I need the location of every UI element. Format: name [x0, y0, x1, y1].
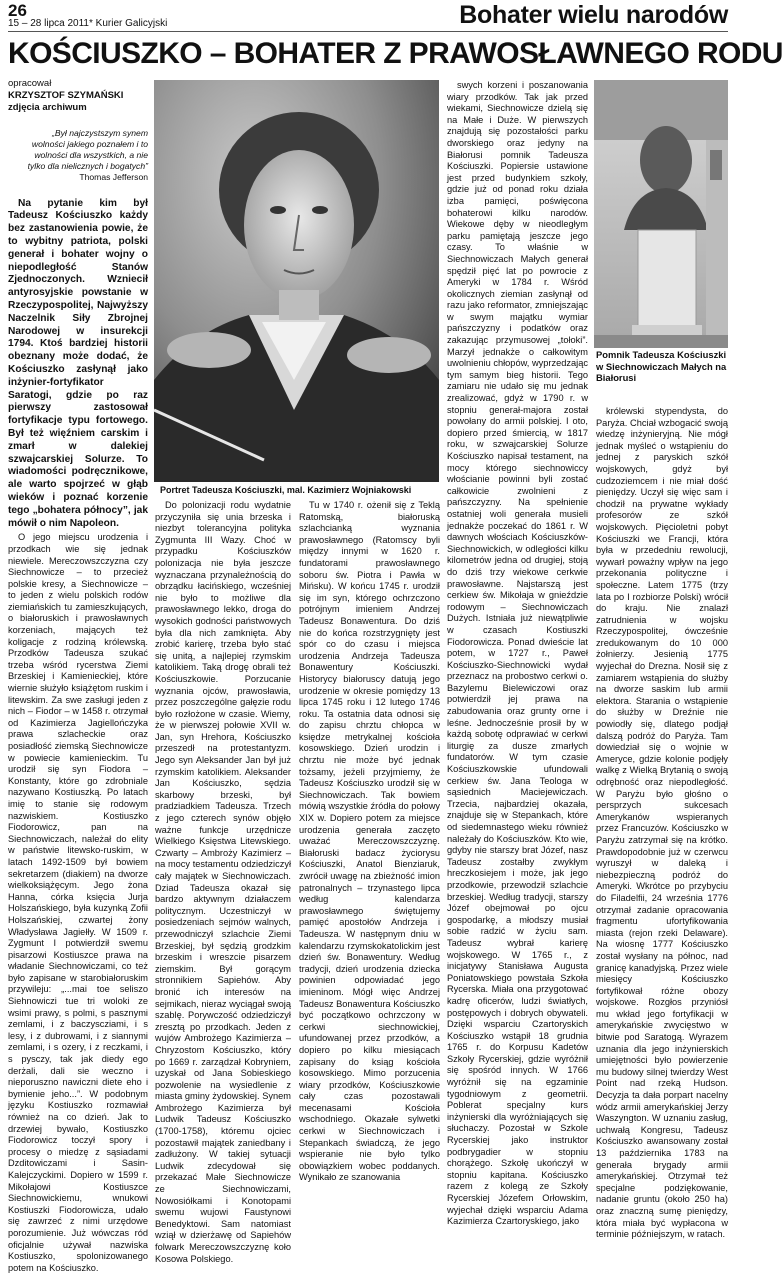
- section-title: Bohater wielu narodów: [459, 1, 728, 29]
- author-name: KRZYSZTOF SZYMAŃSKI: [8, 90, 124, 101]
- article-credits: [8, 78, 148, 114]
- column-1: [8, 78, 148, 1273]
- kosciuszko-portrait-image: [154, 80, 439, 482]
- issue-date: 15 – 28 lipca 2011* Kurier Galicyjski: [8, 18, 168, 29]
- monument-photo: [594, 80, 728, 348]
- motto-quote: „Był najczystszym synem wolności jakiego poznałem i to wolności dla wszystkich, a nie tylko dla nielicznych i bogatych”: [27, 128, 148, 171]
- body-text: swych korzeni i poszanowania wiary przodków. Tak jak przed wiekami, Siechnowicze dzielą się na Małe i Duże. W pierwszych znajdują się pozostałości parku dworskiego oraz jedyny na Białorusi pomnik Tadeusza Kościuszki. Popiersie ustawione jest przed budynkiem szkoły, gdzie już od ponad roku działa izba pamięci, poświęcona bohaterowi kilku narodów. Wiekowe dęby w nieodległym parku pamiętają jeszcze jego czasy. To właśnie w Siechnowiczach Małych generał spędził pięć lat po powrocie z Ameryki w 1784 r. Wśród okolicznych ziemian zasłynął od razu jako reformator, zmniejszając w swym majątku wymiar pańszczyzny i podatków oraz zakazując przymusowej „tołoki”. Marzył jednakże o całkowitym uwolnieniu chłopów, wyprzedzając tym samym bieg historii. Tego zamiaru nie udało się mu jednak zrealizować, gdyż w 1790 r. w stopniu generał-majora został powołany do armii polskiej. I oto, dopiero przed śmiercią, w 1817 roku, w szwajcarskiej Solurze Kościuszko napisał testament, na mocy którego siechnowiccy włościanie powinni byli zostać całkowicie zwolnieni z pańszczyzny. Na spełnienie ostatniej woli generała musieli jednakże poczekać do 1861 r. W dawnych włościach Kościuszków-Siechnowickich, w odległości kilku kilometrów jedna od drugiej, stoją do dziś trzy wiekowe cerkwie prawosławne. Najstarszą jest cerkiew św. Mikołaja w gnieździe rodowym – Siechnowiczach Dużych. Istniała już niewątpliwie w czasach Kostiuszki Fiodorowicza. Ponad dwieście lat potem, w 1727 r., Paweł Kościuszko-Siechnowicki wydał przeznacz na probostwo cerkwi o. Bazylemu Bielewiczowi oraz potwierdził jej prawa na zabudowania oraz grunty orne i leśne. Jednocześnie prosił by w każdą sobotę odprawiać w cerkwi liturgię za dusze zmarłych fundatorów. W tym czasie Kościuszkowskie ufundowali cerkiew św. Jana Teologa w sąsiednich Maciejewiczach. Trzecia, najbardziej okazała, znajduje się w Stepankach, które od siedemnastego wieku również należały do Kościuszków. Kto wie, gdyby nie starszy brat Józef, nasz Tadeusz zostałby zwykłym hreczkosiejem i może, jak jego przodkowie, przewodził szlachcie brzeskiej. Według tradycji, starszy Józef obejmował po ojcu gospodarkę, a młodszy musiał sobie radzić w życiu sam. Tadeusz wybrał karierę wojskowego. W 1765 r., z inicjatywy Stanisława Augusta Poniatowskiego powstała Szkoła Rycerska. Miała ona przygotować kadrę oficerów, ludzi światłych, postępowych i dobrych obywateli. Dzięki wsparciu Czartoryskich Kościuszko wstąpił 18 grudnia 1765 r. do Korpusu Kadetów Szkoły Rycerskiej, gdzie wyróżnił się spośród innych. W 1766 wyróżnił się na egzaminie tygodniowym z geometrii. Poblerat specjalny kurs inżynierski dla wyróżniających się słuchaczy. Pozostał w Szkole Rycerskiej jako instruktor podbrygadier w stopniu chorążego. Szkołę ukończył w stopniu kapitana. Kościuszko razem z kolegą ze Szkoły Rycerskiej Józefem Orłowskim, wyjechał dzięki wsparciu Adama Kazimierza Czartoryskiego, jako: [447, 80, 588, 1227]
- body-text: Tu w 1740 r. ożenił się z Teklą Ratomską, białoruską szlachcianką wyznania prawosławnego (Ratomscy byli między innymi w 1620 r. fundatorami prawosławnego soboru św. Piotra i Pawła w Mińsku). W końcu 1745 r. urodził się im syn, którego ochrzczono potrójnym imieniem Andrzej Tadeusz Bonawentura. Do dziś nie do końca rozstrzygnięty jest spór co do czasu i miejsca urodzenia Andrzeja Tadeusza Bonawentury Kościuszki. Historycy białoruscy datują jego urodzenie w okresie pomiędzy 13 lipca 1745 roku i 12 lutego 1746 roku. Ta ostatnia data odnosi się do zapisu chrztu chłopca w księdze metrykalnej kościoła kosowskiego. Dzień urodzin i chrztu nie może być jednak tożsamy, jeżeli przyjmiemy, że Tadeusz Kościuszko urodził się w Siechnowiczach. Tak bowiem mówią wszystkie źródła do połowy XIX w. Dopiero potem za miejsce urodzenia generała zaczęto uważać Mereczowszczyznę. Białoruski badacz życiorysu Kościuszki, Anatol Bienziaruk, zwrócił uwagę na zbieżność imion patronalnych – trzynastego lipca według kalendarza prawosławnego świętujemy pamięć apostołów Andrzeja i Tadeusza. W następnym dniu w kalendarzu rzymskokatolickim jest dzień św. Bonawentury. Według tradycji, dzień urodzenia dziecka powinien odpowiadać jego imieninom. Mógł więc Andrzej Tadeusz Bonawentura Kościuszko być początkowo ochrzczony w cerkwi siechnowickiej, ufundowanej przez przodków, a dopiero po kilku miesiącach zapisany do ksiąg kościoła kosowskiego. Mimo porzucenia wiary przodków, Kościuszkowie cały czas pozostawali mecenasami Kościoła wschodniego. Okazałe sylwetki cerkwi w Siechnowiczach i Stepankach świadczą, że jego wspieranie nie było tylko obowiązkiem wobec poddanych. Wynikało ze szanowania: [299, 500, 440, 1183]
- page-number: 26: [8, 1, 27, 20]
- portrait-caption: Portret Tadeusza Kościuszki, mal. Kazimierz Wojniakowski: [160, 485, 412, 495]
- portrait-photo: [154, 80, 439, 482]
- page-header: [8, 0, 728, 32]
- body-text: O jego miejscu urodzenia i przodkach wie się jednak niewiele. Mereczowszczyzna czy Siechnowicze – to przecież polskie kresy, a Siechnowicze – to jeden z wielu polskich rodów ziemiańskich tu zamieszkujących, o białoruskich i prawosławnych korzeniach, mających też koligacje z rodziną królewską. Przodków Tadeusza szukać trzeba wśród rycerstwa Ziemi Brzeskiej i Kamienieckiej, które wiernie służyło książętom ruskim i litewskim. Za swe zasługi jeden z nich – Fiodor – w 1458 r. otrzymał od Kazimierza Jagiellończyka prawa szlacheckie oraz posiadłość ziemską Siechnowicze w powiecie kamienieckim. Tu urodził się syn Fiodora – Konstanty, które go zdrobniale nazywano Kostiuszką. Po latach imię to stanie się rodowym nazwiskiem. Kostiuszko Fiodorowicz, pan na Siechnowiczach, należał do elity w państwie litewsko-ruskim, w latach 1492-1509 był bowiem sekretarzem (diakiem) na dworze wielkoksiążęcym. Jego żona Hanna, córka księcia Jurja Holszańskiego, była kuzynką Zofii Holszańskiej, czwartej żony Władysława Jagiełły. W 1509 r. Zygmunt I potwierdził swemu pisarzowi Kostiuszce prawa na władanie Siechnowiczami, co też było zapisane w starobiałoruskim przywileju: „...mai toe seliszo Siehnowiczi tue tri woloki ze wsimi prawy, s polmi, s pasznymi zemlami, i z baczyscziami, i s lesy, i z dubrowami, i z siannymi zemlami, i s ozery, i z reczkami, i s pysczy, tak jak diedy ego derżali, dali sie weczno i nieporuszno nawiczni diete eho i bymienie jeho...”. W podobnym języku Kostiuszko rozmawiał również na co dzień. Jak to drzewiej bywało, Kostiuszko Fiodorowicz toczył spory i procesy o miedzę z sąsiadami Dzditowiczami i Sasin-Kalejczyckimi. Dopiero w 1599 r. Mikołajowi Kostiuszce Siechnowickiemu, wnukowi Kostiuszki Fiodorowicza, udało się zawrzeć z nimi urzędowe porozumienie. Już wówczas ród oficjalnie używał nazwiska Kostiuszko, spolonizowanego potem na Kościuszko.: [8, 532, 148, 1273]
- motto-source: Thomas Jefferson: [79, 172, 148, 182]
- article-lead: Na pytanie kim był Tadeusz Kościuszko każdy bez zastanowienia powie, że to wybitny patriota, polski generał i bohater wojny o niepodległość Stanów Zjednoczonych. Wzniecił antyrosyjskie powstanie w Rzeczypospolitej, Najwyższy Naczelnik Siły Zbrojnej Narodowej w insurekcji 1794. Ktoś bardziej historii obeznany może dodać, że Kościuszko zasłynął jako inżynier-fortyfikator Saratogi, gdzie po raz pierwszy zastosował fortyfikacje typu fortowego. Był też więźniem carskim i zmarł w dalekiej szwajcarskiej Solurze. To wiadomości podręcznikowe, ale warto spojrzeć w głąb wieków i poznać korzenie tego „bohatera północy”, jak mówił o nim Napoleon.: [8, 197, 148, 529]
- monument-caption: Pomnik Tadeusza Kościuszki w Siechnowiczach Małych na Białorusi: [596, 349, 727, 383]
- photo-credit: zdjęcia archiwum: [8, 102, 87, 113]
- column-3: [299, 500, 440, 1183]
- credit-line: opracował: [8, 78, 52, 89]
- column-5: [596, 406, 728, 1240]
- monument-bust-image: [594, 80, 728, 348]
- column-2: [155, 500, 291, 1264]
- article-headline: KOŚCIUSZKO – BOHATER Z PRAWOSŁAWNEGO RODU: [8, 37, 783, 70]
- body-text: królewski stypendysta, do Paryża. Chciał wzbogacić swoją wiedzę inżynieryjną. Nie mógł jednak myśleć o wstąpieniu do jednej z paryskich szkół wojskowych, gdyż był cudzoziemcem i nie miał dość pieniędzy. Uczył się więc sam i chodził na prywatne wykłady profesorów ze szkół wojskowych. Pięcioletni pobyt Kościuszki we Francji, która była w przededniu rewolucji, wywarł poważny wpływ na jego przekonania polityczne i społeczne. Latem 1775 (trzy lata po I rozbiorze Polski) wrócił do kraju. Nie znalazł zatrudnienia w wojsku Rzeczypospolitej, ówcześnie zredukowanym do 10 000 żołnierzy. Jesienią 1775 wyjechał do Drezna. Nosił się z zamiarem wstąpienia do służby na dworze saskim lub armii elektora. Starania o wstąpienie do służby w Dreźnie nie powiodły się, dlatego podjął dalszą podróż do Paryża. Tam dowiedział się o wojnie w Ameryce, gdzie kolonie podjęły walkę z Wielką Brytanią o swoją odrębność oraz niepodległość. W Paryżu było głośno o persprzych sukcesach Amerykanów wspieranych przez Francuzów. Kościuszko w Paryżu zatrzymał się na krótko. Prawdopodobnie już w czerwcu wyruszył w daleką i niebezpieczną podróż do Ameryki. Wkrótce po przybyciu do Filadelfii, 24 września 1776 otrzymał zadanie opracowania fragmentu ufortyfikowania miasta (rejon rzeki Delaware). Na wiosnę 1777 Kościuszko został wysłany na północ, nad granicę kanadyjską. Przez wiele miesięcy Kościuszko fortyfikował różne obozy wojskowe. Rozgłos przyniósł mu wkład jego fortyfikacji w amerykańskie zwycięstwo w bitwie pod Saratogą. Wyrazem uznania dla jego inżynierskich umiejętności było powierzenie mu budowy silnej twierdzy West Point nad rzeką Hudson. Decyzja ta dała porpart nacelny wódz armii amerykańskiej Jerzy Waszyngton. W uznaniu zasług, uchwałą Kongresu, Tadeusz Kościuszko awansowany został 13 października 1783 na generała brygady armii amerykańskiej. Otrzymał też specjalne podziękowanie, nadanie gruntu (około 250 ha) oraz znaczną sumę pieniędzy, która miała być wypłacona w terminie późniejszym, w ratach.: [596, 406, 728, 1240]
- body-text: Do polonizacji rodu wydatnie przyczyniła się unia brzeska i niezbyt tolerancyjna polityka Zygmunta III Wazy. Choć w przypadku Kościuszków polonizacja nie była jeszcze wyznaczana przynależnością do obrządku łacińskiego, wcześniej nie było to możliwe dla prawosławnego lekko, droga do wysokich godności państwowych była dla nich zamknięta. Aby zrobić karierę, trzeba było stać się unitą, a najlepiej rzymskim katolikiem. Taką drogę obrali też Kościuszkowie. Porzucanie wyznania ojców, prawosławia, przez poszczególne gałęzie rodu było rozłożone w czasie. Wiemy, że w pierwszej połowie XVII w. Jan, syn Hrehora, Kościuszko przeszedł na protestantyzm. Jego syn Aleksander Jan był już rzymskim katolikiem. Aleksander Jan Kościuszko, sędzia skarbowy brzeski, był pradziadkiem Tadeusza. Trzech z jego czterech synów objęło ważne funkcje urzędnicze Wielkiego Księstwa Litewskiego. Czwarty – Ambroży Kazimierz – na mocy testamentu odziedziczył cały majątek w Siechnowiczach. Dziad Tadeusza okazał się bardzo aktywnym działaczem politycznym. Uczestniczył w posiedzeniach sejmów walnych, przewodniczył szlachcie Ziemi Brzeskiej, był sędzią grodzkim brzeskim i wreszcie pisarzem ziemskim. Był gorącym stronnikiem Sapiehów. Aby bronić ich interesów na sejmikach, nieraz wyciągał swoją szablę. Porywczość odziedziczył zresztą po przodkach. Jeden z wujów Ambrożego Kazimierza – Chryzostom Kościuszko, który po 1669 r. zarządzał Kobryniem, uzyskał od Jana Sobieskiego pozwolenie na wysiedlenie z miasta gminy żydowskiej. Synem Ambrożego Kazimierza był Ludwik Tadeusz Kościuszko (1700-1758), któremu ojciec pozostawił majątek zaniedbany i zadłużony. W takiej sytuacji Ludwik zdecydował się przekazać Małe Siechnowicze ze Siechnowiczami, Nowosiółkami i Konotopami swemu wujowi Faustynowi Benedyktowi. Sam natomiast wziął w dzierżawę od Sapiehów folwark Mereczowszczyznę koło Kosowa Polskiego.: [155, 500, 291, 1264]
- column-4: [447, 80, 588, 1227]
